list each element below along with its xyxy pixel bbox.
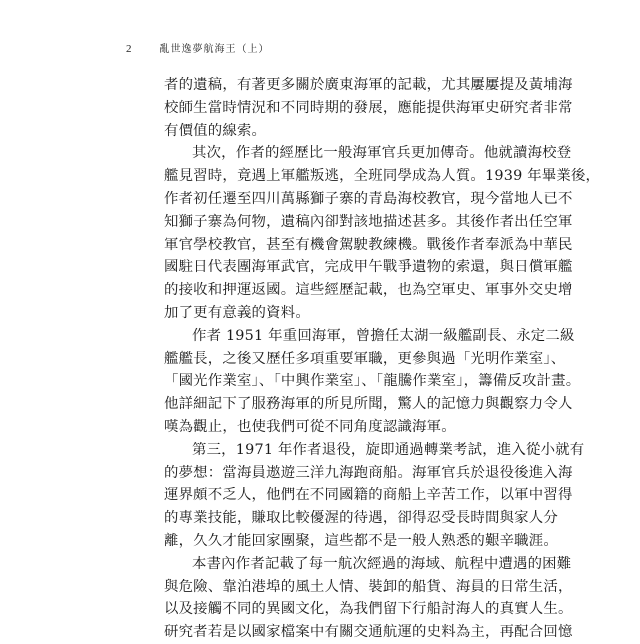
page-header: [126, 40, 270, 55]
text-line: 的夢想：當海員遨遊三洋九海跑商船。海軍官兵於退役後進入海: [164, 464, 573, 481]
text-line: 離，久久才能回家團聚，這些都不是一般人熟悉的艱辛職涯。: [164, 532, 558, 549]
text-line: 第三，1971 年作者退役，旋即通過轉業考試，進入從小就有: [192, 441, 585, 458]
text-line: 作者初任遷至四川萬縣獅子寨的青島海校教官，現今當地人已不: [164, 190, 573, 207]
text-line: 艦艦長，之後又歷任多項重要軍職，更參與過「光明作業室」、: [164, 350, 566, 367]
text-line: 校師生當時情況和不同時期的發展，應能提供海軍史研究者非常: [164, 99, 573, 116]
text-line: 者的遺稿，有著更多關於廣東海軍的記載，尤其屢屢提及黃埔海: [164, 77, 573, 93]
text-line: 軍官學校教官，甚至有機會駕駛教練機。戰後作者奉派為中華民: [164, 236, 573, 253]
text-line: 有價值的線索。: [164, 122, 267, 139]
text-line: 與危險、靠泊港埠的風土人情、裝卸的船貨、海員的日常生活，: [164, 578, 573, 595]
text-line: 的接收和押運返國。這些經歷記載，也為空軍史、軍事外交史增: [164, 282, 573, 299]
text-line: 知獅子寨為何物，遺稿內卻對該地描述甚多。其後作者出任空軍: [164, 213, 573, 230]
page-number: 2: [126, 43, 132, 55]
text-line: 國駐日代表團海軍武官，完成甲午戰爭遺物的索還，與日償軍艦: [164, 259, 573, 276]
text-line: 他詳細記下了服務海軍的所見所聞，驚人的記憶力與觀察力令人: [164, 396, 573, 413]
text-line: 研究者若是以國家檔案中有關交通航運的史料為主，再配合回憶: [164, 624, 573, 641]
text-line: 加了更有意義的資料。: [164, 304, 310, 321]
running-title: 亂世逸夢航海王（上）: [159, 44, 270, 55]
text-line: 運界頗不乏人，他們在不同國籍的商船上辛苦工作，以軍中習得: [164, 487, 573, 504]
text-line: 艦見習時，竟遇上軍艦叛逃，全班同學成為人質。1939 年畢業後，: [164, 168, 601, 185]
text-line: 作者 1951 年重回海軍，曾擔任太湖一級艦副長、永定二級: [192, 327, 575, 344]
text-line: 嘆為觀止，也使我們可從不同角度認識海軍。: [164, 418, 456, 435]
text-line: 其次，作者的經歷比一般海軍官兵更加傳奇。他就讀海校登: [192, 145, 572, 162]
text-line: 本書內作者記載了每一航次經過的海域、航程中遭遇的困難: [192, 555, 572, 572]
text-line: 「國光作業室」、「中興作業室」、「龍騰作業室」，籌備反攻計畫。: [164, 373, 581, 390]
text-line: 以及接觸不同的異國文化，為我們留下行船討海人的真實人生。: [164, 601, 573, 618]
text-line: 的專業技能，賺取比較優渥的待遇，卻得忍受長時間與家人分: [164, 510, 558, 527]
body-text: [164, 74, 601, 644]
